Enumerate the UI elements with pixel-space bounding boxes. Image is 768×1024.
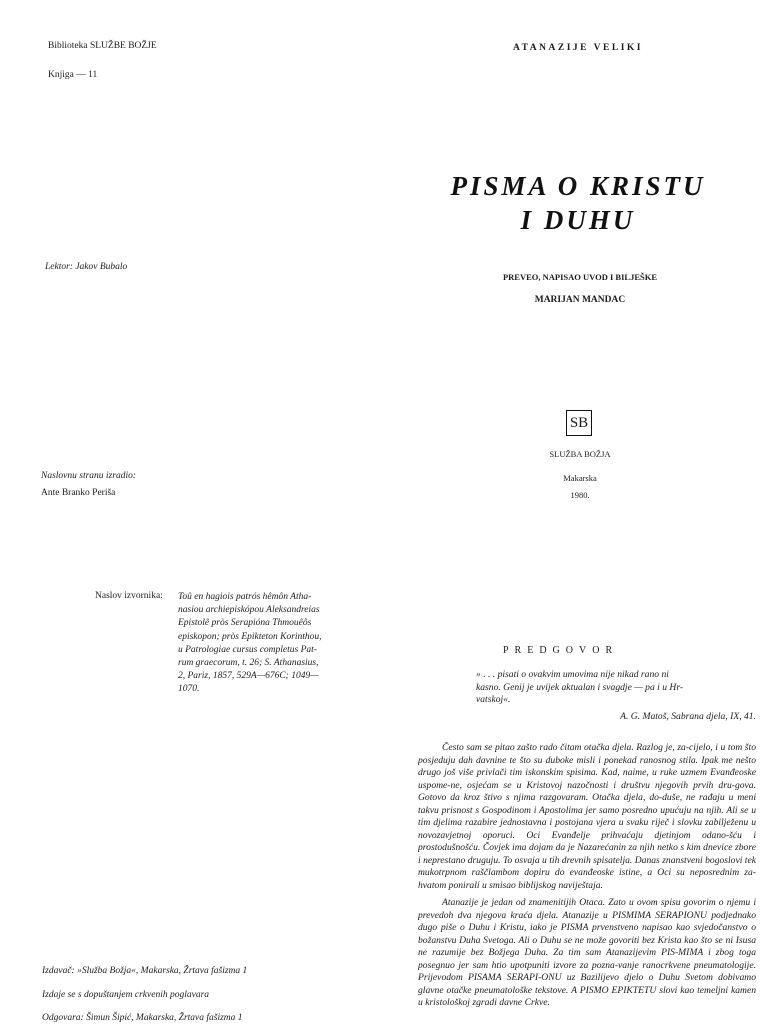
preface-heading: PREDGOVOR: [503, 645, 619, 656]
motto-line: vatskoj«.: [476, 694, 511, 705]
preface-paragraph: Atanazije je jedan od znamenitijih Otaca. Zato u ovom spisu govorim o njemu i prevedoh dva njegova kraća djela. Atanazije u PISMIMA SERAPIONU podjednako dugo piše o Duhu i Kristu, iako je PISMA prvenstveno napisao kao svjedočanstvo o božanstvu Duha Svetoga. Ali o Duhu se ne može govoriti bez Krista kao što se ni Isusa ne razumije bez Božjega Duha. Za tim sam Atanazijevim PIS-MIMA i zbog toga posegnuo jer sam htio upotpuniti izvore za pozna-vanje ranocrkvene pneumatologije. Prijevodom PISAMA SERAPI-ONU uz Bazilijevo djelo o Duhu Svetom dobivamo glavne otačke pneumatološke tekstove. A PISMO EPIKTETU slovi kao temeljni kamen u kristološkoj zgradi davne Crkve.: [418, 897, 756, 1008]
original-title-line: nasiou archiepiskópou Aleksandreias: [178, 605, 320, 616]
original-title-line: Epistolê pròs Serapióna Thmouêôs: [178, 618, 312, 629]
cover-designer-label: Naslovnu stranu izradio:: [41, 471, 137, 481]
motto-line: » . . . pisati o ovakvim umovima nije nikad rano ni: [476, 669, 669, 680]
original-title-line: u Patrologiae cursus completus Pat-: [178, 644, 317, 655]
lector-credit: Lektor: Jakov Bubalo: [45, 262, 128, 272]
book-title-line1: PISMA O KRISTU: [450, 171, 706, 201]
translated-by-label: PREVEO, NAPISAO UVOD I BILJEŠKE: [502, 272, 658, 282]
original-title-line: rum graecorum, t. 26; S. Athanasius,: [178, 658, 319, 669]
author-name: ATANAZIJE VELIKI: [512, 43, 643, 53]
translator-name: MARIJAN MANDAC: [534, 295, 626, 305]
publisher-info: Izdavač: »Služba Božja«, Makarska, Žrtava fašizma 1: [42, 966, 248, 976]
permission-note: Izdaje se s dopuštanjem crkvenih poglavara: [42, 990, 210, 1000]
original-title-line: 1070.: [178, 684, 200, 695]
publisher-city: Makarska: [563, 473, 597, 483]
motto: [476, 669, 758, 707]
preface-paragraph: Često sam se pitao zašto rado čitam otačka djela. Razlog je, za-cijelo, i u tom što posjeduju dah davnine te što su duboke misli i ponekad ranosnog stila. Ipak me nešto drugo još više privlači tim iskonskim spisima. Kad, naime, u ruke uzmem Evanđeoske uspome-ne, osjećam se u Kristovoj nazočnosti i društvu njegovih prvih dru-gova. Gotovo da kroz štivo s njima razgovaram. Otačka djela, do-duše, ne rađaju u meni takvu prisnost s Gospodinom i Apostolima jer samo posredno upućuju na njih. Ali se u tim djelima razabire jednostavna i postojana vjera u svaku riječ i slovku zabilježenu u novozavjetnoj oporuci. Oci Evanđelje prihvaćaju djetinjom odano-šću i prostodušnošću. Čovjek ima dojam da je Nazarećanin za njih netko s kim dnevice zbore i neprestano druguju. To osvaja u tih drevnih spisatelja. Danas znanstveni bogoslovi tek mukotrpnom raščlambom dopiru do evanđeoske istine, a Oci su neposrednim za-hvatom poniralí u smisao biblijskog naviještaja.: [418, 742, 756, 891]
responsible-editor: Odgovara: Šimun Šipić, Makarska, Žrtava fašizma 1: [42, 1013, 243, 1023]
original-title-label: Naslov izvornika:: [95, 591, 163, 601]
publisher-name: SLUŽBA BOŽJA: [549, 449, 611, 459]
original-title-line: 2, Pariz, 1857, 529A—676C; 1049—: [178, 671, 319, 682]
cover-designer-name: Ante Branko Periša: [41, 488, 116, 498]
original-title-line: Toû en hagiois patrós hêmôn Atha-: [178, 592, 312, 602]
publication-year: 1980.: [570, 490, 590, 500]
publisher-logo: SB: [566, 410, 592, 436]
book-number: Knjiga — 11: [48, 70, 98, 80]
original-title-line: episkopon; pròs Epikteton Korinthou,: [178, 631, 322, 642]
original-title-block: [178, 591, 350, 697]
motto-source: A. G. Matoš, Sabrana djela, IX, 41.: [620, 711, 756, 722]
book-title-line2: I DUHU: [520, 205, 636, 235]
preface-body: [418, 742, 756, 1022]
series-name: Biblioteka SLUŽBE BOŽJE: [48, 41, 157, 51]
motto-line: kasno. Genij je uvijek aktualan i svagdje — pa i u Hr-: [476, 681, 684, 693]
